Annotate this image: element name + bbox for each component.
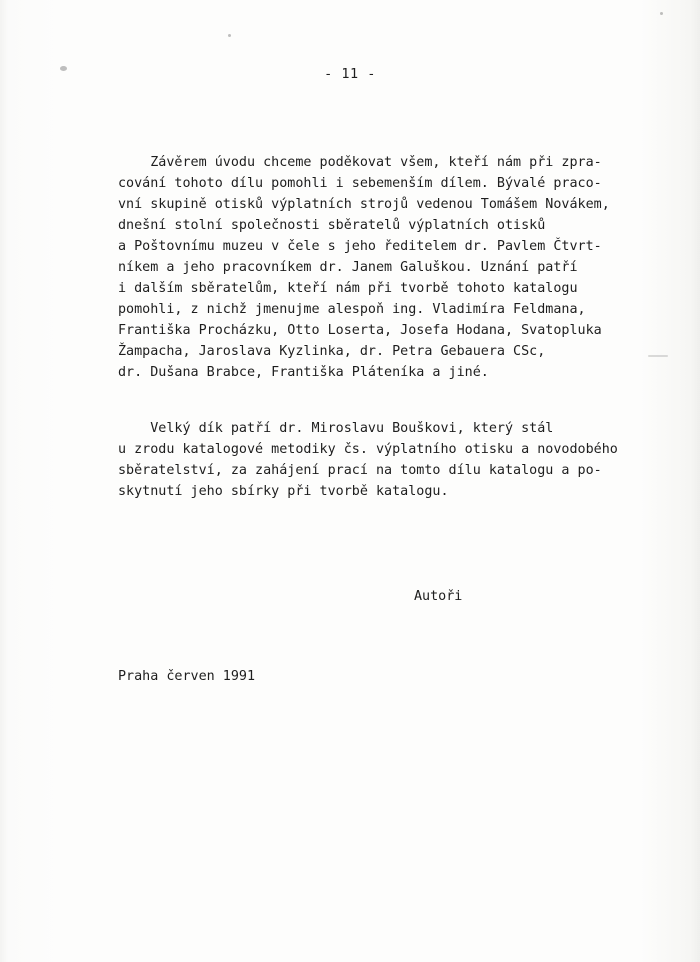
authors-signature: Autoři <box>414 589 463 604</box>
text-line: Závěrem úvodu chceme poděkovat všem, kteří nám při zpra- <box>118 155 602 170</box>
text-line: dnešní stolní společnosti sběratelů výplatních otisků <box>118 218 546 233</box>
scan-speck <box>648 355 668 357</box>
acknowledgement-paragraph-2 <box>118 418 618 502</box>
acknowledgement-paragraph-1 <box>118 152 610 383</box>
text-line: skytnutí jeho sbírky při tvorbě katalogu. <box>118 484 449 499</box>
text-line: vní skupině otisků výplatních strojů vedenou Tomášem Novákem, <box>118 197 610 212</box>
text-line: a Poštovnímu muzeu v čele s jeho ředitelem dr. Pavlem Čtvrt- <box>118 239 602 254</box>
page-number: - 11 - <box>324 66 376 82</box>
text-line: cování tohoto dílu pomohli i sebemenším dílem. Bývalé praco- <box>118 176 602 191</box>
text-line: Velký dík patří dr. Miroslavu Bouškovi, který stál <box>118 421 554 436</box>
text-line: pomohli, z nichž jmenujme alespoň ing. Vladimíra Feldmana, <box>118 302 586 317</box>
text-line: Žampacha, Jaroslava Kyzlinka, dr. Petra Gebauera CSc, <box>118 344 546 359</box>
text-line: dr. Dušana Brabce, Františka Pláteníka a jiné. <box>118 365 489 380</box>
scan-speck <box>660 12 663 15</box>
scan-speck <box>228 34 231 37</box>
text-line: sběratelství, za zahájení prací na tomto dílu katalogu a po- <box>118 463 602 478</box>
text-line: i dalším sběratelům, kteří nám při tvorbě tohoto katalogu <box>118 281 578 296</box>
text-line: u zrodu katalogové metodiky čs. výplatního otisku a novodobého <box>118 442 618 457</box>
text-line: Františka Procházku, Otto Loserta, Josefa Hodana, Svatopluka <box>118 323 602 338</box>
text-line: níkem a jeho pracovníkem dr. Janem Galuškou. Uznání patří <box>118 260 578 275</box>
place-and-date: Praha červen 1991 <box>118 669 256 684</box>
